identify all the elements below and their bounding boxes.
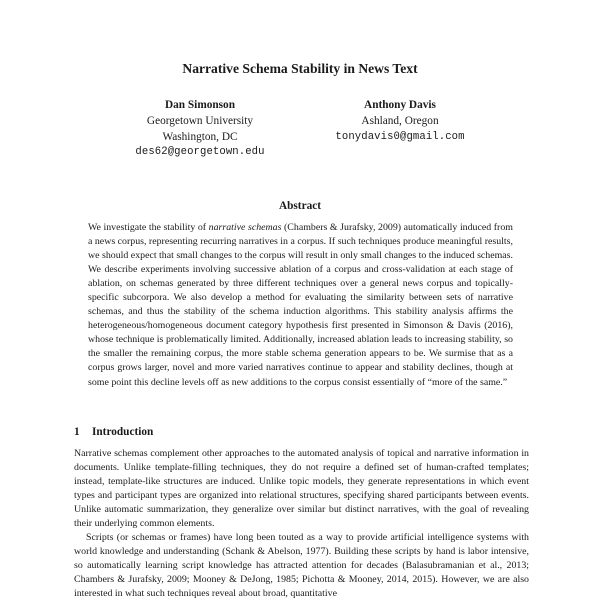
- body-paragraph: Narrative schemas complement other approaches to the automated analysis of topical and narrative information in documents. Unlike template-filling techniques, they do not require a defined set of human-crafted templates; instead, template-like structures are induced. Unlike topic models, they generate representations in which event types and participant types are organized into relational structures, specifying shared participants between events. Unlike automatic summarization, they generalize over similar but distinct narratives, with the goal of revealing their underlying common elements.: [74, 448, 529, 530]
- author-block-1: [100, 98, 300, 161]
- abstract-part-1: We investigate the stability of: [88, 222, 209, 233]
- author-email: tonydavis0@gmail.com: [335, 130, 465, 143]
- abstract-emphasis: narrative schemas: [208, 222, 282, 233]
- author-location: Ashland, Oregon: [361, 114, 439, 127]
- body-paragraph: Scripts (or schemas or frames) have long been touted as a way to provide artificial intelligence systems with world knowledge and understanding (Schank & Abelson, 1977). Building these scripts by hand is labor intensive, so automatically learning script knowledge has attracted attention for decades (Balasubramanian et al., 2013; Chambers & Jurafsky, 2009; Mooney & DeJong, 1985; Pichotta & Mooney, 2014, 2015). However, we are also interested in what such techniques reveal about broad, quantitative: [74, 532, 529, 600]
- author-affiliation: Georgetown University: [146, 114, 254, 127]
- author-block-2: [312, 98, 488, 145]
- section-heading: [74, 425, 153, 439]
- author-location: Washington, DC: [162, 130, 238, 143]
- section-title: Introduction: [92, 426, 154, 438]
- abstract-heading: Abstract: [278, 200, 322, 212]
- section-body: [74, 447, 529, 602]
- author-name: Anthony Davis: [364, 99, 436, 111]
- paper-title: Narrative Schema Stability in News Text: [182, 61, 418, 76]
- author-email: des62@georgetown.edu: [135, 146, 265, 159]
- abstract-text: [88, 221, 513, 390]
- author-name: Dan Simonson: [164, 99, 235, 111]
- section-number: 1: [74, 426, 80, 438]
- abstract-part-2: (Chambers & Jurafsky, 2009) automatically induced from a news corpus, representing recurring narratives in a corpus. If such techniques produce meaningful results, we should expect that small changes to the corpus will result in only small changes to the induced schemas. We describe experiments involving successive ablation of a corpus and cross-validation at each stage of ablation, on schemas generated by three different techniques over a general news corpus and topically-specific subcorpora. We also develop a method for evaluating the similarity between sets of narrative schemas, and thus the stability of the schema induction algorithms. This stability analysis affirms the heterogeneous/homogeneous document category hypothesis first presented in Simonson & Davis (2016), whose technique is problematically limited. Additionally, increased ablation leads to increasing stability, so the smaller the remaining corpus, the more stable schema generation appears to be. We surmise that as a corpus grows larger, novel and more varied narratives continue to appear and stability declines, though at some point this decline levels off as new additions to the corpus consist essentially of “more of the same.”: [88, 222, 513, 388]
